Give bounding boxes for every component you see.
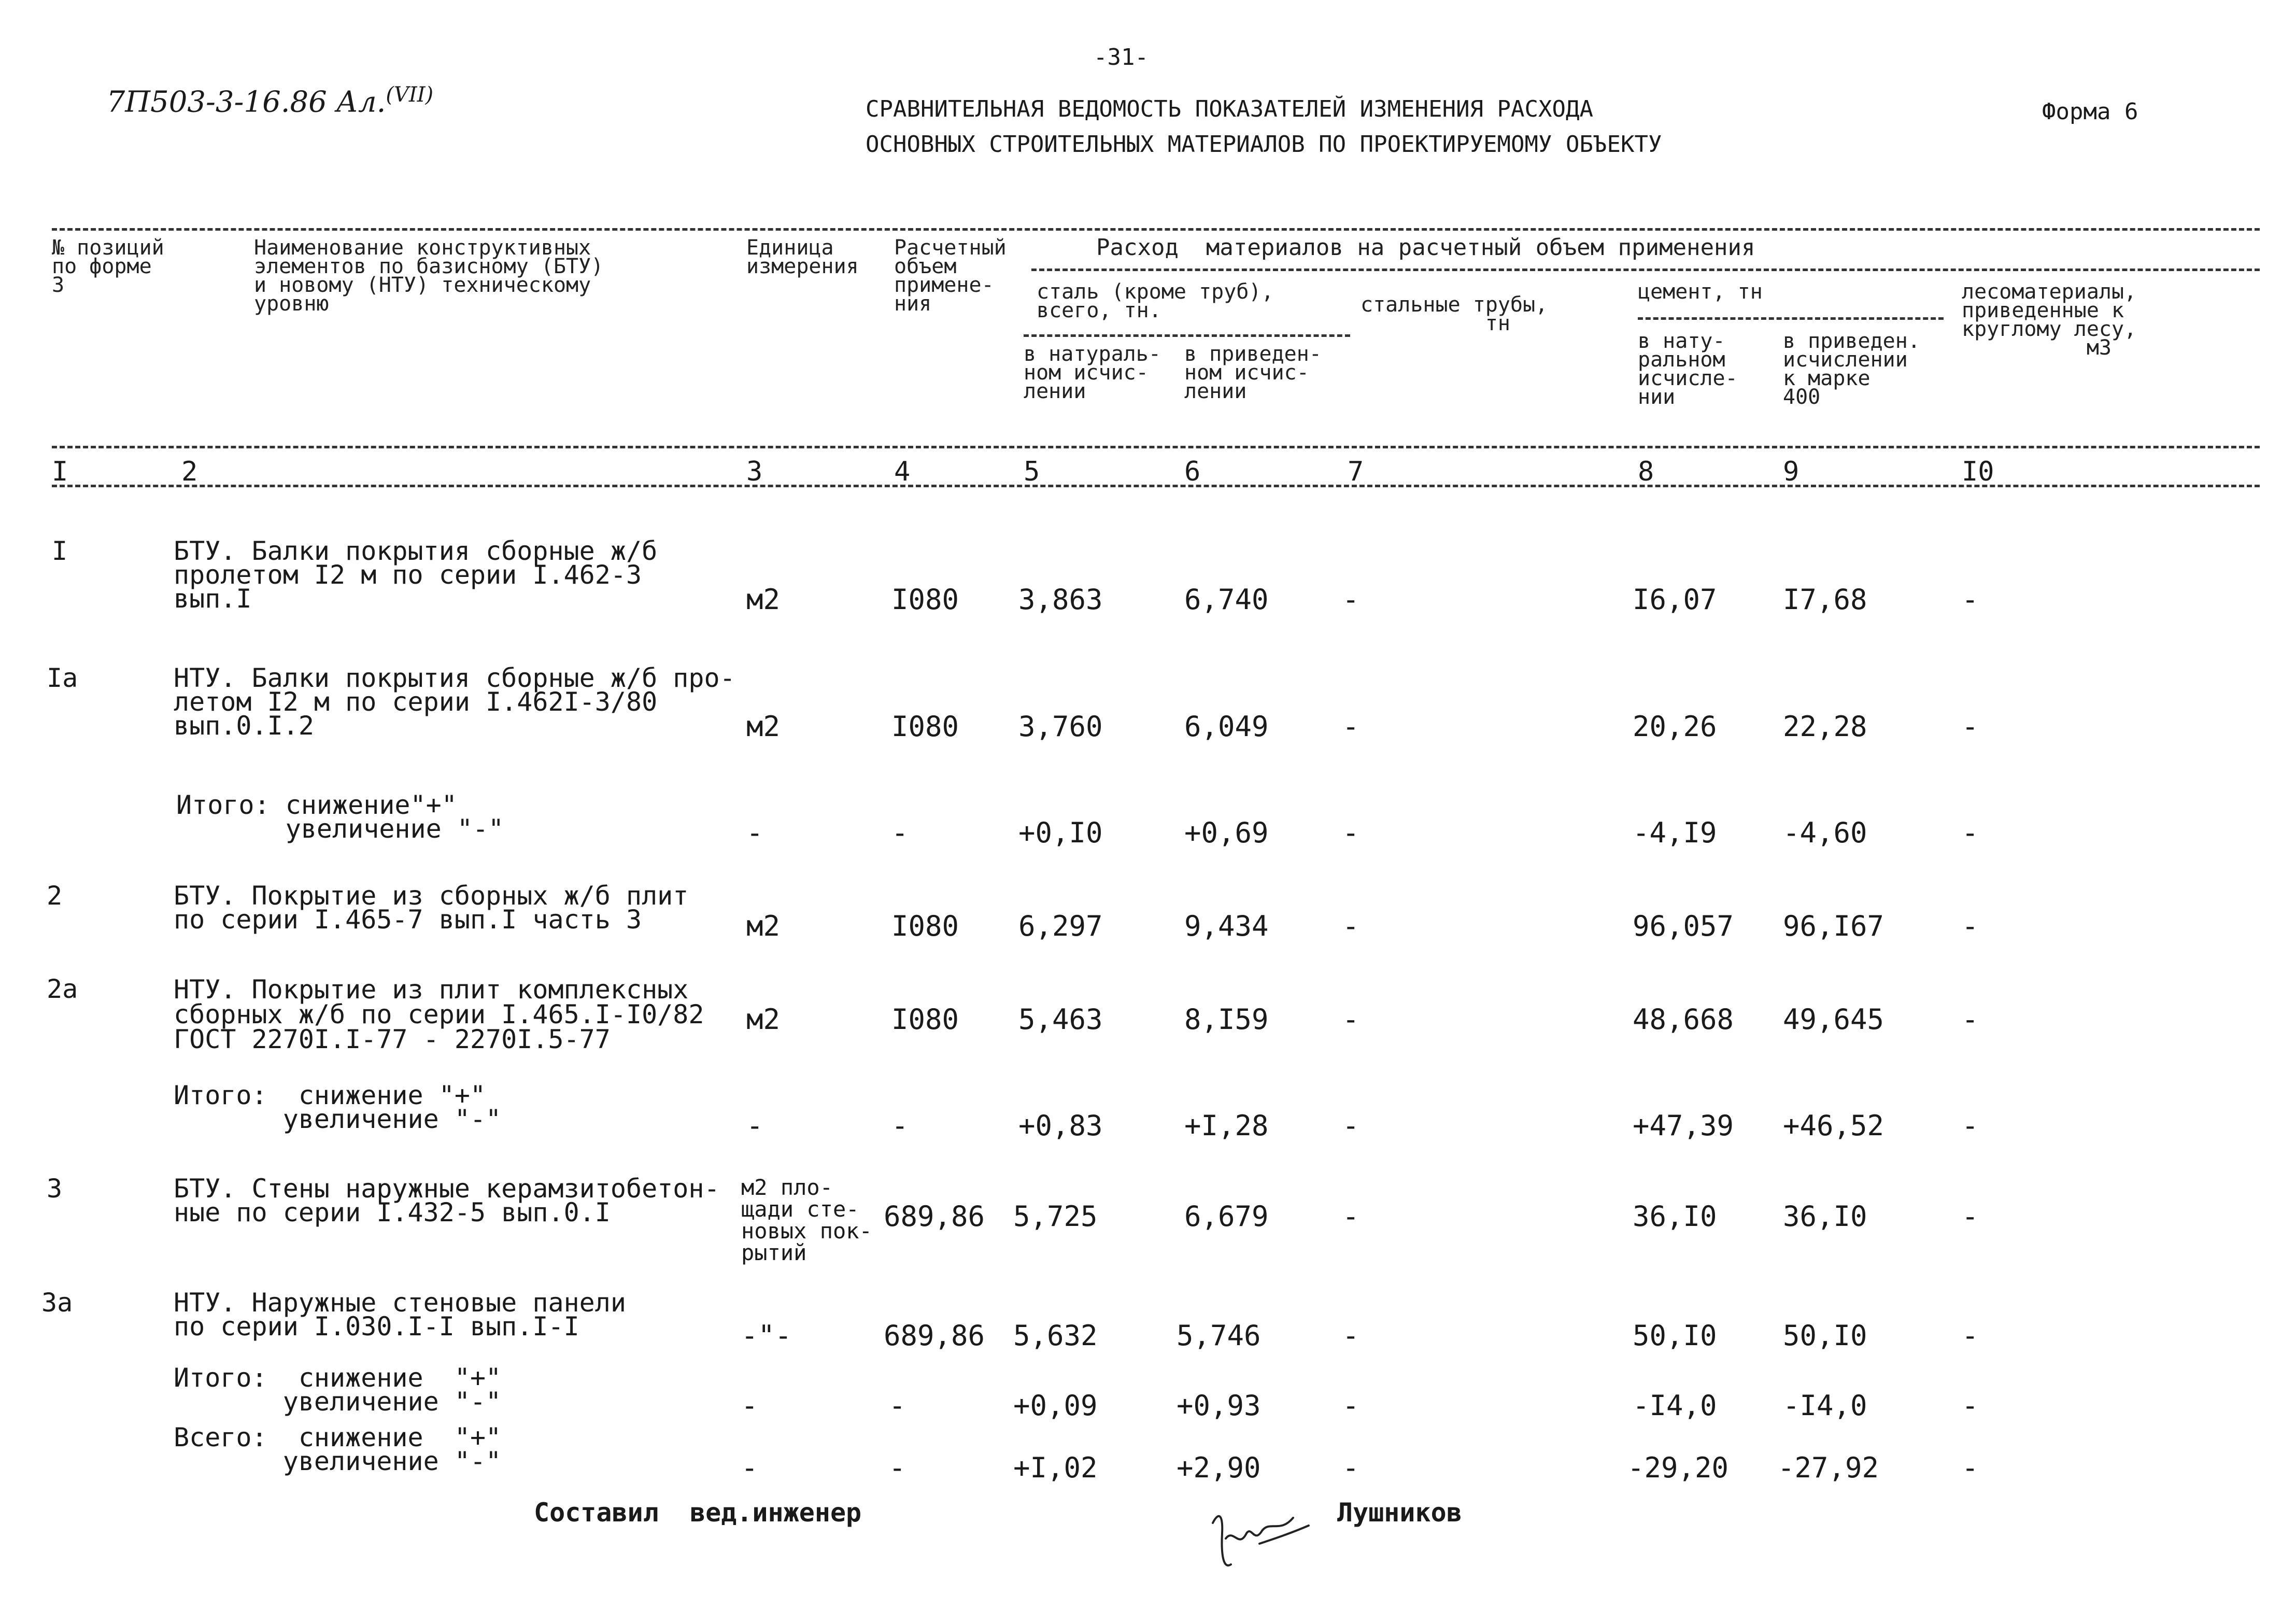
row-cement-natural: I6,07: [1633, 583, 1717, 616]
row-steel-natural: +0,09: [1013, 1389, 1098, 1422]
row-timber: -: [1962, 1451, 1979, 1484]
row-element-name: НТУ. Покрытие из плит комплексных сборных ж/б по серии I.465.I-I0/82 ГОСТ 2270I.I-77 - 2270I.5-77: [174, 975, 704, 1054]
row-steel-natural: 5,463: [1018, 1003, 1103, 1036]
col-number-1: I: [52, 456, 68, 487]
row-cement-reduced: I7,68: [1783, 583, 1867, 616]
row-element-name: НТУ. Балки покрытия сборные ж/б про- летом I2 м по серии I.462I-3/80 вып.0.I.2: [174, 663, 735, 741]
row-unit: м2: [746, 710, 781, 743]
header-element-name: Наименование конструктивных элементов по базисному (БТУ) и новому (НТУ) техническому уровню: [254, 236, 604, 316]
row-steel-reduced: 6,740: [1184, 583, 1269, 616]
col-number-8: 8: [1638, 456, 1654, 487]
row-cement-natural: 48,668: [1633, 1003, 1734, 1036]
header-steel-reduced: в приведен- ном исчис- лении: [1184, 342, 1322, 403]
row-cement-natural: 50,I0: [1633, 1319, 1717, 1352]
row-pipes: -: [1342, 910, 1359, 942]
row-position: Iа: [47, 663, 78, 693]
col-number-2: 2: [181, 456, 198, 487]
row-steel-reduced: 6,049: [1184, 710, 1269, 743]
form-label: Форма 6: [2042, 98, 2138, 125]
row-steel-natural: 3,760: [1018, 710, 1103, 743]
col-number-10: I0: [1962, 456, 1994, 487]
row-unit: м2: [746, 583, 781, 616]
col-number-5: 5: [1024, 456, 1040, 487]
row-timber: -: [1962, 816, 1979, 849]
header-position: № позиций по форме 3: [52, 236, 164, 297]
row-cement-reduced: 49,645: [1783, 1003, 1884, 1036]
row-steel-natural: 5,632: [1013, 1319, 1098, 1352]
col-number-3: 3: [746, 456, 763, 487]
header-top-rule: [52, 228, 2260, 231]
row-unit: м2 пло- щади сте- новых пок- рытий: [741, 1175, 872, 1265]
row-cement-reduced: 22,28: [1783, 710, 1867, 743]
row-element-name: БТУ. Покрытие из сборных ж/б плит по серии I.465-7 вып.I часть 3: [174, 881, 689, 935]
header-cement-reduced: в приведен. исчислении к марке 400: [1783, 329, 1920, 409]
row-cement-natural: -4,I9: [1633, 816, 1717, 849]
header-steel: сталь (кроме труб), всего, тн.: [1037, 280, 1274, 322]
row-steel-reduced: +I,28: [1184, 1109, 1269, 1142]
row-volume: I080: [891, 710, 959, 743]
row-element-name: БТУ. Балки покрытия сборные ж/б пролетом I2 м по серии I.462-3 вып.I: [174, 536, 658, 614]
col-number-rule: [52, 485, 2260, 487]
row-unit: -: [746, 1109, 763, 1142]
row-volume: I080: [891, 583, 959, 616]
row-unit: -: [746, 816, 763, 849]
row-volume: I080: [891, 910, 959, 942]
header-group-rule: [1031, 269, 2260, 271]
row-position: 2а: [47, 974, 78, 1004]
row-volume: -: [889, 1451, 906, 1484]
col-number-4: 4: [894, 456, 911, 487]
row-volume: -: [891, 816, 909, 849]
row-position: I: [52, 536, 68, 566]
row-pipes: -: [1342, 816, 1359, 849]
row-position: 3: [47, 1174, 63, 1204]
row-pipes: -: [1342, 1200, 1359, 1233]
row-timber: -: [1962, 583, 1979, 616]
row-element-name: Итого: снижение "+" увеличение "-": [174, 1363, 502, 1417]
row-timber: -: [1962, 1003, 1979, 1036]
row-pipes: -: [1342, 1109, 1359, 1142]
row-steel-natural: +0,I0: [1018, 816, 1103, 849]
row-element-name: Итого: снижение "+" увеличение "-": [174, 1080, 502, 1134]
header-cement-rule: [1638, 317, 1944, 320]
header-steel-natural: в натураль- ном исчис- лении: [1024, 342, 1161, 403]
row-unit: -: [741, 1389, 758, 1422]
row-pipes: -: [1342, 1003, 1359, 1036]
col-number-9: 9: [1783, 456, 1799, 487]
row-unit: м2: [746, 910, 781, 942]
document-title-line1: СРАВНИТЕЛЬНАЯ ВЕДОМОСТЬ ПОКАЗАТЕЛЕЙ ИЗМЕНЕНИЯ РАСХОДА: [866, 96, 1593, 122]
row-cement-reduced: -4,60: [1783, 816, 1867, 849]
row-steel-reduced: 8,I59: [1184, 1003, 1269, 1036]
engineer-name: Лушников: [1337, 1498, 1462, 1528]
row-timber: -: [1962, 1109, 1979, 1142]
compiled-by-label: Составил вед.инженер: [534, 1498, 862, 1528]
header-cement: цемент, тн: [1638, 280, 1763, 304]
header-steel-rule: [1024, 334, 1350, 337]
row-cement-reduced: 96,I67: [1783, 910, 1884, 942]
header-unit: Единица измерения: [746, 236, 859, 278]
row-pipes: -: [1342, 1319, 1359, 1352]
row-cement-reduced: -I4,0: [1783, 1389, 1867, 1422]
col-number-7: 7: [1348, 456, 1364, 487]
row-volume: 689,86: [884, 1319, 985, 1352]
row-pipes: -: [1342, 710, 1359, 743]
row-steel-reduced: 9,434: [1184, 910, 1269, 942]
row-element-name: БТУ. Стены наружные керамзитобетон- ные по серии I.432-5 вып.0.I: [174, 1174, 720, 1227]
row-steel-natural: 6,297: [1018, 910, 1103, 942]
row-steel-natural: 5,725: [1013, 1200, 1098, 1233]
row-cement-natural: -29,20: [1627, 1451, 1729, 1484]
row-element-name: Всего: снижение "+" увеличение "-": [174, 1422, 502, 1476]
row-steel-reduced: 5,746: [1177, 1319, 1261, 1352]
row-steel-reduced: 6,679: [1184, 1200, 1269, 1233]
row-cement-reduced: -27,92: [1778, 1451, 1879, 1484]
col-number-6: 6: [1184, 456, 1201, 487]
row-cement-natural: 36,I0: [1633, 1200, 1717, 1233]
signature: [1202, 1483, 1316, 1590]
row-pipes: -: [1342, 1389, 1359, 1422]
row-element-name: НТУ. Наружные стеновые панели по серии I.030.I-I вып.I-I: [174, 1288, 626, 1342]
row-steel-reduced: +0,69: [1184, 816, 1269, 849]
row-steel-reduced: +0,93: [1177, 1389, 1261, 1422]
row-unit: -"-: [741, 1319, 792, 1352]
row-steel-natural: 3,863: [1018, 583, 1103, 616]
row-cement-natural: 96,057: [1633, 910, 1734, 942]
row-cement-reduced: 50,I0: [1783, 1319, 1867, 1352]
row-timber: -: [1962, 1200, 1979, 1233]
row-cement-natural: -I4,0: [1633, 1389, 1717, 1422]
row-position: 2: [47, 881, 63, 911]
row-steel-natural: +I,02: [1013, 1451, 1098, 1484]
row-element-name: Итого: снижение"+" увеличение "-": [176, 790, 504, 844]
row-timber: -: [1962, 1319, 1979, 1352]
page-number: -31-: [1094, 44, 1149, 70]
row-timber: -: [1962, 1389, 1979, 1422]
row-volume: I080: [891, 1003, 959, 1036]
header-consumption-group: Расход материалов на расчетный объем применения: [1096, 234, 1755, 261]
header-timber: лесоматериалы, приведенные к круглому лесу, м3: [1962, 280, 2137, 360]
row-volume: 689,86: [884, 1200, 985, 1233]
row-timber: -: [1962, 710, 1979, 743]
header-bottom-rule: [52, 446, 2260, 448]
row-cement-natural: 20,26: [1633, 710, 1717, 743]
row-volume: -: [891, 1109, 909, 1142]
row-volume: -: [889, 1389, 906, 1422]
header-cement-natural: в нату- ральном исчисле- нии: [1638, 329, 1738, 409]
row-cement-reduced: 36,I0: [1783, 1200, 1867, 1233]
row-steel-natural: +0,83: [1018, 1109, 1103, 1142]
row-cement-natural: +47,39: [1633, 1109, 1734, 1142]
row-unit: -: [741, 1451, 758, 1484]
row-position: 3а: [41, 1288, 73, 1318]
row-unit: м2: [746, 1003, 781, 1036]
row-pipes: -: [1342, 1451, 1359, 1484]
document-code: 7П503-3-16.86 Ал.$^{(VII)}$: [106, 83, 434, 119]
row-steel-reduced: +2,90: [1177, 1451, 1261, 1484]
row-timber: -: [1962, 910, 1979, 942]
row-pipes: -: [1342, 583, 1359, 616]
row-cement-reduced: +46,52: [1783, 1109, 1884, 1142]
header-steel-pipes: стальные трубы, тн: [1360, 293, 1548, 335]
header-volume: Расчетный объем применe- ния: [894, 236, 1007, 316]
document-title-line2: ОСНОВНЫХ СТРОИТЕЛЬНЫХ МАТЕРИАЛОВ ПО ПРОЕКТИРУЕМОМУ ОБЪЕКТУ: [866, 131, 1662, 158]
